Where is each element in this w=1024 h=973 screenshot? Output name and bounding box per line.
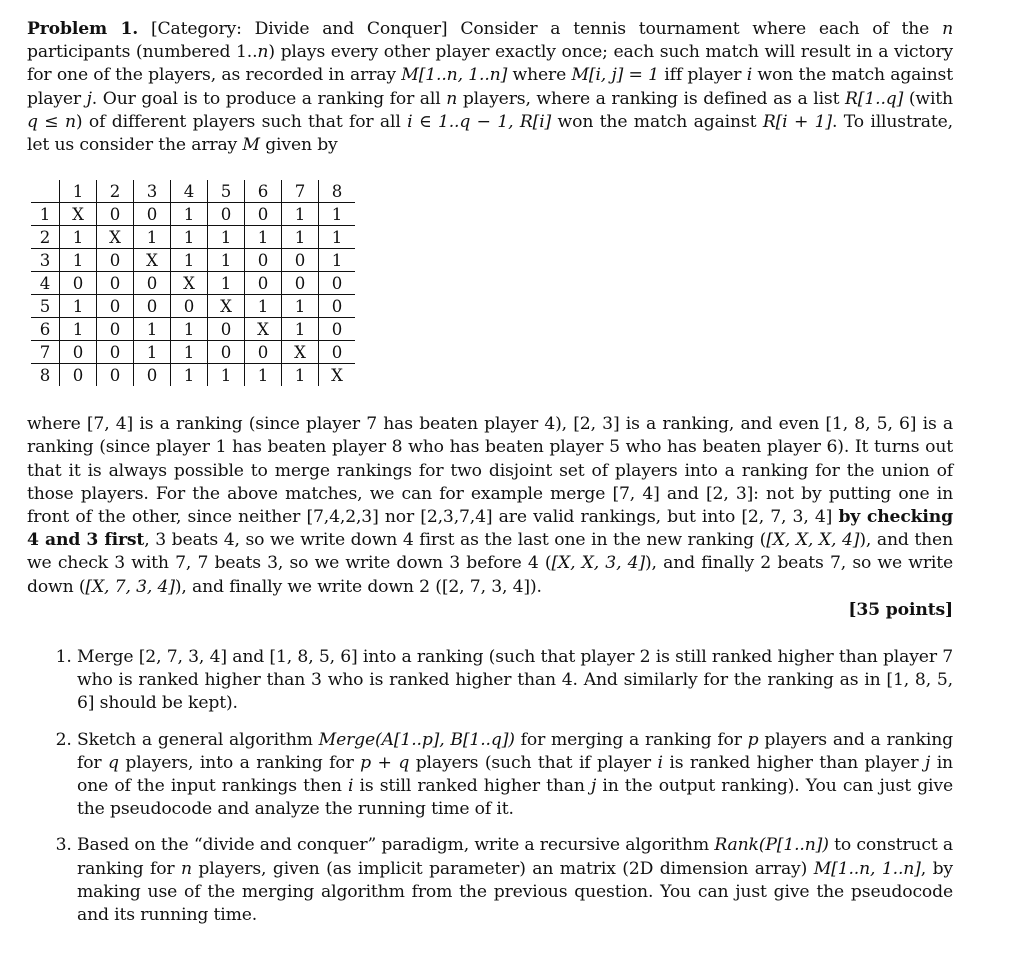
matrix-cell: 1 — [171, 226, 208, 249]
matrix-cell: 0 — [60, 364, 97, 387]
matrix-cell: X — [208, 295, 245, 318]
matrix-col-header: 5 — [208, 180, 245, 203]
matrix-cell: 1 — [171, 249, 208, 272]
matrix-col-header: 7 — [282, 180, 319, 203]
matrix-cell: 0 — [319, 318, 356, 341]
matrix-cell: 1 — [134, 318, 171, 341]
matrix-cell: 1 — [60, 226, 97, 249]
matrix-cell: 0 — [60, 341, 97, 364]
matrix-cell: 1 — [134, 341, 171, 364]
matrix-row-header: 6 — [31, 318, 60, 341]
matrix-cell: 1 — [171, 341, 208, 364]
matrix-cell: 0 — [171, 295, 208, 318]
matrix-col-header: 6 — [245, 180, 282, 203]
matrix-row-header: 7 — [31, 341, 60, 364]
matrix-cell: 1 — [319, 226, 356, 249]
matrix-row — [31, 341, 355, 364]
matrix-row — [31, 295, 355, 318]
question-list — [27, 646, 953, 927]
matrix-cell: 0 — [97, 364, 134, 387]
matrix-cell: 0 — [282, 272, 319, 295]
matrix-row-header: 5 — [31, 295, 60, 318]
matrix-cell: 0 — [319, 272, 356, 295]
matrix-cell: X — [282, 341, 319, 364]
matrix-cell: 1 — [282, 226, 319, 249]
matrix-cell: 1 — [60, 249, 97, 272]
matrix-cell: 0 — [97, 272, 134, 295]
matrix-row — [31, 318, 355, 341]
matrix-row — [31, 364, 355, 387]
matrix-cell: 1 — [171, 203, 208, 226]
matrix-cell: 1 — [208, 364, 245, 387]
matrix-col-header: 2 — [97, 180, 134, 203]
matrix-row-header: 4 — [31, 272, 60, 295]
points-badge: [35 points] — [848, 599, 953, 620]
problem-heading: Problem 1. — [27, 19, 139, 39]
matrix-cell: 0 — [319, 341, 356, 364]
matrix-cell: 1 — [282, 203, 319, 226]
matrix-cell: 1 — [208, 272, 245, 295]
matrix-cell: 0 — [208, 318, 245, 341]
matrix-col-header: 8 — [319, 180, 356, 203]
matrix-cell: 0 — [134, 272, 171, 295]
matrix-corner — [31, 180, 60, 203]
question-3: 3. Based on the “divide and conquer” paradigm, write a recursive algorithm Rank(P[1..n]) to construct a ranking for n players, given (as implicit parameter) an matrix (2D dimension array) M[1..n, 1..n], by making use of the merging algorithm from the previous question. You can just give the pseudocode and its running time. — [77, 834, 953, 927]
matrix-cell: 0 — [97, 318, 134, 341]
matrix-row — [31, 203, 355, 226]
matrix-cell: 0 — [134, 295, 171, 318]
matrix-cell: 1 — [282, 295, 319, 318]
question-2: 2. Sketch a general algorithm Merge(A[1..p], B[1..q]) for merging a ranking for p players and a ranking for q players, into a ranking for p + q players (such that if player i is ranked higher than player j in one of the input rankings then i is still ranked higher than j in the output ranking). You can just give the pseudocode and analyze the running time of it. — [77, 729, 953, 822]
matrix-row-header: 3 — [31, 249, 60, 272]
matrix-cell: 1 — [60, 318, 97, 341]
matrix-cell: 1 — [282, 318, 319, 341]
matrix-cell: 1 — [208, 249, 245, 272]
matrix-cell: 1 — [60, 295, 97, 318]
problem-intro: Problem 1. [Category: Divide and Conquer] Consider a tennis tournament where each of the n participants (numbered 1..n) plays every other player exactly once; each such match will result in a victory for one of the players, as recorded in array M[1..n, 1..n] where M[i, j] = 1 iff player i won the match against player j. Our goal is to produce a ranking for all n players, where a ranking is defined as a list R[1..q] (with q ≤ n) of different players such that for all i ∈ 1..q − 1, R[i] won the match against R[i + 1]. To illustrate, let us consider the array M given by — [27, 19, 953, 156]
array-notation: M[1..n, 1..n] — [401, 65, 508, 86]
matrix-cell: 0 — [282, 249, 319, 272]
matrix-cell: 0 — [245, 272, 282, 295]
matrix-cell: X — [97, 226, 134, 249]
matrix-cell: 1 — [245, 364, 282, 387]
matrix-cell: 1 — [245, 226, 282, 249]
question-1: 1. Merge [2, 7, 3, 4] and [1, 8, 5, 6] into a ranking (such that player 2 is still ranked higher than player 7 who is ranked higher than 3 who is ranked higher than 4. And similarly for the ranking as in [1, 8, 5, 6] should be kept). — [77, 646, 953, 716]
matrix-cell: X — [319, 364, 356, 387]
matrix-cell: 0 — [134, 203, 171, 226]
matrix-cell: 0 — [97, 341, 134, 364]
matrix-cell: 0 — [97, 295, 134, 318]
matrix-col-header: 1 — [60, 180, 97, 203]
matrix-cell: 0 — [134, 364, 171, 387]
matrix-cell: 1 — [171, 318, 208, 341]
matrix-row — [31, 226, 355, 249]
matrix-cell: 1 — [208, 226, 245, 249]
matrix-cell: 0 — [245, 341, 282, 364]
match-matrix — [31, 180, 355, 386]
matrix-row — [31, 249, 355, 272]
matrix-col-header: 3 — [134, 180, 171, 203]
matrix-cell: 1 — [282, 364, 319, 387]
emphasis-text: by checking 4 and 3 first — [27, 507, 953, 551]
matrix-cell: 1 — [319, 249, 356, 272]
matrix-cell: 0 — [60, 272, 97, 295]
matrix-cell: 0 — [245, 249, 282, 272]
matrix-cell: X — [60, 203, 97, 226]
matrix-cell: X — [171, 272, 208, 295]
matrix-cell: 0 — [97, 249, 134, 272]
matrix-cell: 0 — [208, 203, 245, 226]
matrix-cell: 1 — [171, 364, 208, 387]
problem-page — [27, 18, 953, 940]
matrix-header-row — [31, 180, 355, 203]
matrix-row — [31, 272, 355, 295]
matrix-row-header: 8 — [31, 364, 60, 387]
matrix-col-header: 4 — [171, 180, 208, 203]
matrix-cell: 1 — [134, 226, 171, 249]
matrix-cell: 0 — [97, 203, 134, 226]
matrix-cell: 0 — [319, 295, 356, 318]
matrix-cell: 1 — [319, 203, 356, 226]
matrix-cell: 1 — [245, 295, 282, 318]
explanation-paragraph: where [7, 4] is a ranking (since player 7 has beaten player 4), [2, 3] is a ranking, and even [1, 8, 5, 6] is a ranking (since player 1 has beaten player 8 who has beaten player 5 who has beaten player 6). It turns out that it is always possible to merge rankings for two disjoint set of players into a ranking for the union of those players. For the above matches, we can for example merge [7, 4] and [2, 3]: not by putting one in front of the other, since neither [7,4,2,3] nor [2,3,7,4] are valid rankings, but into [2, 7, 3, 4] by checking 4 and 3 first, 3 beats 4, so we write down 4 first as the last one in the new ranking ([X, X, X, 4]), and then we check 3 with 7, 7 beats 3, so we write down 3 before 4 ([X, X, 3, 4]), and finally 2 beats 7, so we write down ([X, 7, 3, 4]), and finally we write down 2 ([2, 7, 3, 4]). — [27, 414, 954, 597]
matrix-cell: X — [245, 318, 282, 341]
matrix-row-header: 2 — [31, 226, 60, 249]
matrix-cell: 0 — [208, 341, 245, 364]
matrix-cell: 0 — [245, 203, 282, 226]
matrix-cell: X — [134, 249, 171, 272]
matrix-row-header: 1 — [31, 203, 60, 226]
